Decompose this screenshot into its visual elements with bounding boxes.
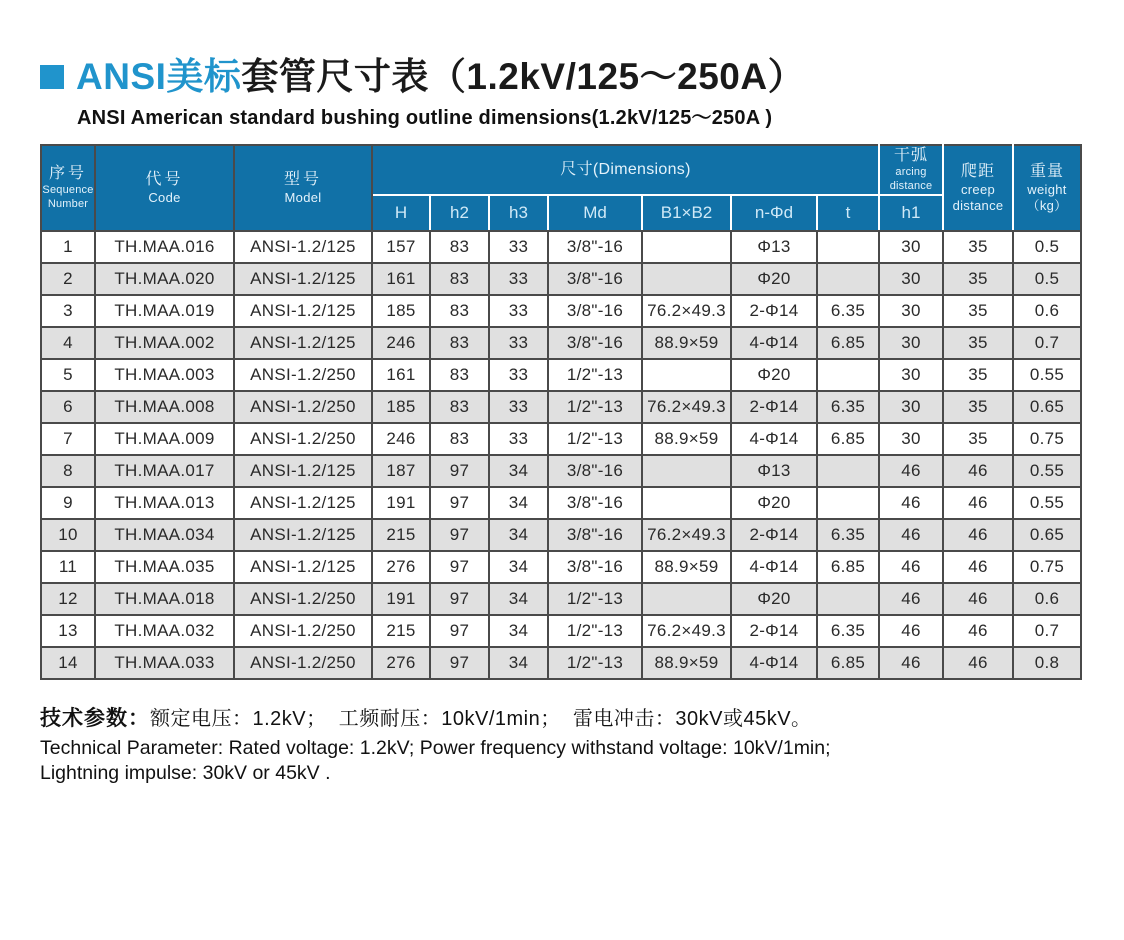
- table-cell: 191: [372, 487, 430, 519]
- table-cell: 83: [430, 295, 489, 327]
- table-cell: 35: [943, 359, 1013, 391]
- table-cell: 276: [372, 551, 430, 583]
- table-cell: 4-Φ14: [731, 327, 817, 359]
- table-cell: 276: [372, 647, 430, 679]
- table-cell: 46: [879, 455, 943, 487]
- table-row: [41, 647, 1081, 679]
- table-cell: TH.MAA.008: [95, 391, 234, 423]
- table-cell: ANSI-1.2/250: [234, 391, 372, 423]
- table-cell: 34: [489, 487, 548, 519]
- table-cell: 185: [372, 391, 430, 423]
- table-row: [41, 391, 1081, 423]
- table-cell: 0.7: [1013, 615, 1081, 647]
- table-cell: 12: [41, 583, 95, 615]
- table-cell: 7: [41, 423, 95, 455]
- table-cell: [642, 487, 731, 519]
- table-cell: 2-Φ14: [731, 615, 817, 647]
- table-cell: 97: [430, 519, 489, 551]
- table-cell: 0.6: [1013, 295, 1081, 327]
- table-cell: 76.2×49.3: [642, 391, 731, 423]
- table-cell: 83: [430, 359, 489, 391]
- table-cell: 34: [489, 615, 548, 647]
- table-cell: 97: [430, 615, 489, 647]
- table-cell: 6.35: [817, 295, 879, 327]
- table-cell: 1: [41, 231, 95, 263]
- table-cell: 4-Φ14: [731, 647, 817, 679]
- page-title-rest: 套管尺寸表（1.2kV/125～250A）: [241, 56, 806, 97]
- table-cell: ANSI-1.2/125: [234, 519, 372, 551]
- footer: [40, 702, 1124, 787]
- table-cell: ANSI-1.2/250: [234, 583, 372, 615]
- col-header-B1xB2: B1×B2: [642, 195, 731, 231]
- table-cell: 76.2×49.3: [642, 295, 731, 327]
- col-header-h1: h1: [879, 195, 943, 231]
- table-cell: 30: [879, 327, 943, 359]
- title-row: [40, 56, 1124, 99]
- table-cell: 33: [489, 391, 548, 423]
- table-cell: TH.MAA.018: [95, 583, 234, 615]
- table-cell: 88.9×59: [642, 327, 731, 359]
- technical-parameter-en-line2: Lightning impulse: 30kV or 45kV .: [40, 762, 331, 785]
- table-cell: 215: [372, 519, 430, 551]
- table-cell: 3/8"-16: [548, 551, 642, 583]
- table-cell: Φ13: [731, 231, 817, 263]
- table-cell: 83: [430, 327, 489, 359]
- technical-parameter-zh: [40, 702, 1124, 732]
- table-cell: 14: [41, 647, 95, 679]
- table-cell: 2: [41, 263, 95, 295]
- table-cell: 46: [879, 487, 943, 519]
- table-cell: 6: [41, 391, 95, 423]
- table-cell: 33: [489, 295, 548, 327]
- table-cell: 0.7: [1013, 327, 1081, 359]
- table-cell: [642, 231, 731, 263]
- table-cell: 0.75: [1013, 423, 1081, 455]
- table-cell: [817, 583, 879, 615]
- table-cell: 97: [430, 583, 489, 615]
- table-cell: 30: [879, 231, 943, 263]
- table-cell: Φ20: [731, 487, 817, 519]
- table-cell: 191: [372, 583, 430, 615]
- table-cell: 46: [879, 583, 943, 615]
- table-cell: TH.MAA.009: [95, 423, 234, 455]
- table-cell: 88.9×59: [642, 551, 731, 583]
- col-header-creep-distance: 爬距 creep distance: [943, 145, 1013, 231]
- table-cell: 30: [879, 391, 943, 423]
- table-cell: 6.35: [817, 391, 879, 423]
- table-cell: 83: [430, 263, 489, 295]
- table-cell: ANSI-1.2/250: [234, 615, 372, 647]
- table-cell: ANSI-1.2/125: [234, 487, 372, 519]
- table-row: [41, 231, 1081, 263]
- table-cell: 97: [430, 647, 489, 679]
- table-cell: 35: [943, 231, 1013, 263]
- table-cell: 4-Φ14: [731, 423, 817, 455]
- table-cell: 6.35: [817, 615, 879, 647]
- table-cell: 0.55: [1013, 455, 1081, 487]
- table-cell: 2-Φ14: [731, 391, 817, 423]
- col-header-dimensions: 尺寸(Dimensions): [372, 145, 879, 195]
- table-cell: 3: [41, 295, 95, 327]
- table-cell: 34: [489, 647, 548, 679]
- table-cell: 46: [879, 551, 943, 583]
- table-cell: Φ20: [731, 359, 817, 391]
- page-subtitle: ANSI American standard bushing outline dimensions(1.2kV/125～250A ): [77, 106, 773, 129]
- table-cell: 9: [41, 487, 95, 519]
- table-cell: TH.MAA.002: [95, 327, 234, 359]
- table-cell: [817, 359, 879, 391]
- table-cell: ANSI-1.2/125: [234, 327, 372, 359]
- table-cell: 1/2"-13: [548, 423, 642, 455]
- table-cell: 1/2"-13: [548, 615, 642, 647]
- table-cell: ANSI-1.2/125: [234, 263, 372, 295]
- table-cell: 8: [41, 455, 95, 487]
- table-cell: 3/8"-16: [548, 231, 642, 263]
- table-cell: 187: [372, 455, 430, 487]
- title-bullet-square-icon: [40, 65, 64, 89]
- table-cell: 88.9×59: [642, 647, 731, 679]
- table-cell: 0.65: [1013, 391, 1081, 423]
- table-cell: 0.65: [1013, 519, 1081, 551]
- table-cell: Φ13: [731, 455, 817, 487]
- table-cell: 5: [41, 359, 95, 391]
- table-cell: 30: [879, 295, 943, 327]
- table-cell: 83: [430, 231, 489, 263]
- table-cell: 3/8"-16: [548, 263, 642, 295]
- table-cell: 97: [430, 455, 489, 487]
- table-cell: 46: [943, 647, 1013, 679]
- col-header-H: H: [372, 195, 430, 231]
- table-cell: ANSI-1.2/125: [234, 295, 372, 327]
- table-cell: ANSI-1.2/250: [234, 423, 372, 455]
- table-cell: TH.MAA.020: [95, 263, 234, 295]
- table-cell: 0.55: [1013, 487, 1081, 519]
- table-cell: 83: [430, 423, 489, 455]
- table-cell: 0.8: [1013, 647, 1081, 679]
- table-cell: TH.MAA.017: [95, 455, 234, 487]
- table-cell: 6.35: [817, 519, 879, 551]
- table-cell: ANSI-1.2/250: [234, 359, 372, 391]
- table-cell: 1/2"-13: [548, 647, 642, 679]
- technical-parameter-zh-label: 技术参数：: [40, 706, 150, 730]
- table-cell: 10: [41, 519, 95, 551]
- col-header-n-phi-d: n-Φd: [731, 195, 817, 231]
- table-row: [41, 263, 1081, 295]
- table-cell: [817, 487, 879, 519]
- technical-parameter-en-line1: Technical Parameter: Rated voltage: 1.2kV; Power frequency withstand voltage: 10kV/1min;: [40, 736, 831, 759]
- table-row: [41, 487, 1081, 519]
- table-cell: ANSI-1.2/250: [234, 647, 372, 679]
- table-cell: 35: [943, 423, 1013, 455]
- table-cell: ANSI-1.2/125: [234, 455, 372, 487]
- table-cell: 30: [879, 263, 943, 295]
- table-row: [41, 455, 1081, 487]
- table-cell: 3/8"-16: [548, 487, 642, 519]
- table-row: [41, 295, 1081, 327]
- table-cell: TH.MAA.033: [95, 647, 234, 679]
- col-header-h2: h2: [430, 195, 489, 231]
- table-cell: 30: [879, 359, 943, 391]
- table-cell: [642, 583, 731, 615]
- table-cell: 4: [41, 327, 95, 359]
- table-row: [41, 519, 1081, 551]
- table-row: [41, 423, 1081, 455]
- table-cell: 157: [372, 231, 430, 263]
- table-row: [41, 327, 1081, 359]
- table-cell: 3/8"-16: [548, 327, 642, 359]
- table-cell: 35: [943, 391, 1013, 423]
- table-cell: 3/8"-16: [548, 455, 642, 487]
- table-cell: 83: [430, 391, 489, 423]
- table-cell: 0.75: [1013, 551, 1081, 583]
- table-cell: ANSI-1.2/125: [234, 231, 372, 263]
- table-cell: 0.5: [1013, 263, 1081, 295]
- table-cell: 34: [489, 583, 548, 615]
- table-cell: 1/2"-13: [548, 359, 642, 391]
- table-cell: 0.5: [1013, 231, 1081, 263]
- table-cell: 33: [489, 359, 548, 391]
- table-cell: 46: [943, 487, 1013, 519]
- table-cell: 46: [943, 551, 1013, 583]
- table-cell: 1/2"-13: [548, 391, 642, 423]
- table-cell: 35: [943, 263, 1013, 295]
- table-cell: 76.2×49.3: [642, 615, 731, 647]
- table-cell: 46: [879, 647, 943, 679]
- technical-parameter-zh-values: 额定电压：1.2kV； 工频耐压：10kV/1min； 雷电冲击：30kV或45kV。: [150, 707, 812, 730]
- table-body: [41, 231, 1081, 679]
- table-cell: 34: [489, 551, 548, 583]
- table-cell: 35: [943, 327, 1013, 359]
- table-cell: 11: [41, 551, 95, 583]
- table-cell: 246: [372, 423, 430, 455]
- table-cell: 2-Φ14: [731, 295, 817, 327]
- table-cell: 97: [430, 551, 489, 583]
- col-header-t: t: [817, 195, 879, 231]
- table-cell: [817, 455, 879, 487]
- table-cell: 76.2×49.3: [642, 519, 731, 551]
- table-cell: [817, 231, 879, 263]
- table-cell: 161: [372, 263, 430, 295]
- table-cell: TH.MAA.035: [95, 551, 234, 583]
- table-cell: 33: [489, 263, 548, 295]
- table-cell: 35: [943, 295, 1013, 327]
- col-header-h3: h3: [489, 195, 548, 231]
- table-cell: 46: [943, 455, 1013, 487]
- table-cell: 215: [372, 615, 430, 647]
- table-cell: 97: [430, 487, 489, 519]
- table-cell: 2-Φ14: [731, 519, 817, 551]
- table-cell: 88.9×59: [642, 423, 731, 455]
- table-row: [41, 359, 1081, 391]
- col-header-model: 型号 Model: [234, 145, 372, 231]
- table-cell: TH.MAA.019: [95, 295, 234, 327]
- dimensions-table: [40, 144, 1082, 680]
- table-cell: 246: [372, 327, 430, 359]
- table-cell: 4-Φ14: [731, 551, 817, 583]
- table-cell: 0.55: [1013, 359, 1081, 391]
- page-title-highlight: ANSI美标: [76, 56, 242, 97]
- table-cell: 6.85: [817, 551, 879, 583]
- table-cell: 0.6: [1013, 583, 1081, 615]
- table-cell: 6.85: [817, 647, 879, 679]
- table-cell: ANSI-1.2/125: [234, 551, 372, 583]
- table-cell: TH.MAA.016: [95, 231, 234, 263]
- table-cell: 185: [372, 295, 430, 327]
- table-cell: 3/8"-16: [548, 519, 642, 551]
- table-cell: 6.85: [817, 327, 879, 359]
- table-cell: 46: [943, 615, 1013, 647]
- table-cell: 34: [489, 519, 548, 551]
- table-cell: 46: [943, 519, 1013, 551]
- table-cell: 30: [879, 423, 943, 455]
- table-cell: TH.MAA.013: [95, 487, 234, 519]
- table-cell: Φ20: [731, 263, 817, 295]
- table-cell: 13: [41, 615, 95, 647]
- page-title: [76, 56, 805, 99]
- table-cell: TH.MAA.032: [95, 615, 234, 647]
- table-cell: 1/2"-13: [548, 583, 642, 615]
- catalog-page: [0, 56, 1124, 940]
- table-cell: [642, 263, 731, 295]
- table-cell: [642, 359, 731, 391]
- table-cell: Φ20: [731, 583, 817, 615]
- col-header-sequence: 序号 Sequence Number: [41, 145, 95, 231]
- table-cell: TH.MAA.003: [95, 359, 234, 391]
- table-row: [41, 551, 1081, 583]
- table-cell: 34: [489, 455, 548, 487]
- table-cell: TH.MAA.034: [95, 519, 234, 551]
- table-cell: 33: [489, 327, 548, 359]
- table-cell: 33: [489, 231, 548, 263]
- table-cell: 46: [879, 519, 943, 551]
- table-cell: 33: [489, 423, 548, 455]
- table-cell: 46: [943, 583, 1013, 615]
- table-row: [41, 583, 1081, 615]
- col-header-arcing-distance: 干弧 arcing distance: [879, 145, 943, 195]
- table-cell: 3/8"-16: [548, 295, 642, 327]
- col-header-code: 代号 Code: [95, 145, 234, 231]
- col-header-weight: 重量 weight （kg）: [1013, 145, 1081, 231]
- table-row: [41, 615, 1081, 647]
- table-cell: [642, 455, 731, 487]
- col-header-Md: Md: [548, 195, 642, 231]
- table-cell: 46: [879, 615, 943, 647]
- table-cell: [817, 263, 879, 295]
- table-cell: 161: [372, 359, 430, 391]
- table-cell: 6.85: [817, 423, 879, 455]
